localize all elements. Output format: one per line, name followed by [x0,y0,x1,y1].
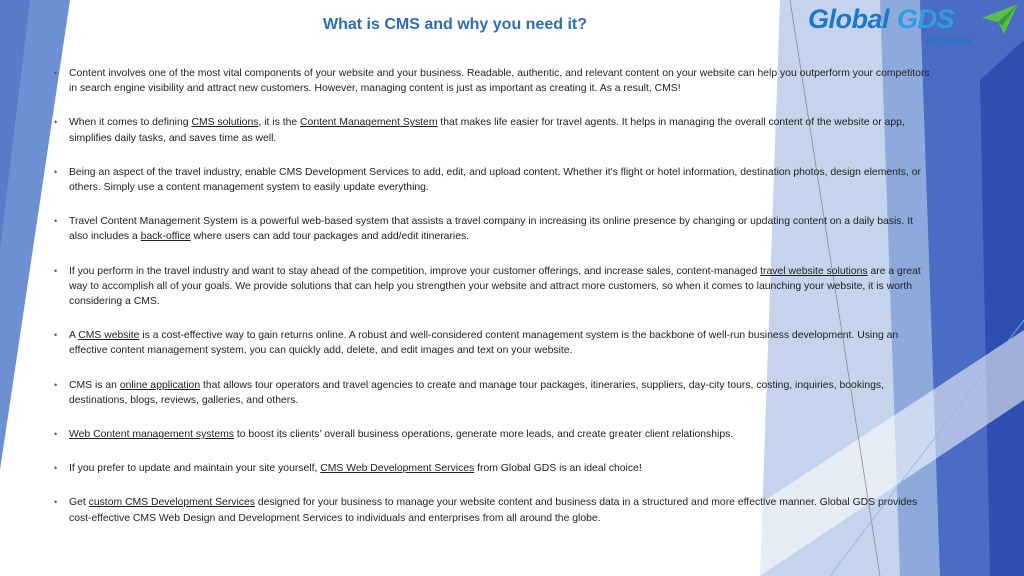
bullet-text: from Global GDS is an ideal choice! [474,463,642,475]
bullet-text: where users can add tour packages and add/edit itineraries. [190,231,470,243]
bullet-item [52,264,932,310]
bullet-text: If you perform in the travel industry and want to stay ahead of the competition, improve your customer offerings, and increase sales, content-managed [69,265,761,277]
bullet-text: that allows tour operators and travel agencies to create and manage tour packages, itineraries, suppliers, day-city tours, costing, inquiries, bookings, destinations, blogs, reviews, galleries, and others. [69,379,884,406]
bullet-marker: • [54,429,58,440]
bullet-text: that makes life easier for travel agents. It helps in managing the overall content of the website or app, simplifies daily tasks, and saves time as well. [69,117,905,144]
slide-title: What is CMS and why you need it? [322,16,587,33]
bullet-marker: • [54,330,58,341]
bullet-item [52,328,932,358]
bullet-item [52,378,932,408]
bullet-marker: • [54,117,58,128]
bullet-text: designed for your business to manage your website content and business data in a structured and more effective manner. Global GDS provides cost-effective CMS Web Design and Development Services to individuals and enterprises from all around the globe. [69,497,918,524]
bullet-text: A [69,330,79,342]
inline-link[interactable]: custom CMS Development Services [88,497,255,509]
inline-link[interactable]: Content Management System [300,117,438,129]
brand-primary: Global [808,4,890,34]
bullet-text: Content involves one of the most vital components of your website and your business. Readable, authentic, and relevant content on your website can help you outperform your competitors in search engine visibility and attract new customers. However, managing content is just as important as creating it. As a result, CMS! [69,68,930,95]
brand-secondary: GDS [897,4,955,34]
bullet-marker: • [54,265,58,276]
bullet-text: CMS is an [69,379,120,391]
brand-tagline: by trawex [926,36,973,47]
bullet-text: are a great way to accomplish all of your goals. We provide solutions that can help you strengthen your website and attract more customers, so when it comes to launching your website, it is worth considering a CMS. [69,265,921,308]
bullet-text: Get [69,497,89,509]
bullet-marker: • [54,379,58,390]
bullet-item [52,165,932,195]
bullet-marker: • [54,497,58,508]
brand-wordmark [808,4,954,35]
bullet-text: When it comes to defining [69,117,192,129]
inline-link[interactable]: online application [119,379,201,391]
bullet-item [52,115,932,145]
bullet-marker: • [54,216,58,227]
bullet-text: Being an aspect of the travel industry, enable CMS Development Services to add, edit, and upload content. Whether it's flight or hotel information, destination photos, design elements, or others. Simply use a content management system to easily update everything. [69,166,922,194]
bullet-marker: • [54,166,58,177]
brand-logo [806,2,1020,50]
bullet-item [52,214,932,244]
bullet-text: Travel Content Management System is a powerful web-based system that assists a travel company in increasing its online presence by changing or updating content on a daily basis. It also includes a [69,216,914,243]
inline-link[interactable]: CMS solutions [191,117,259,129]
bullet-marker: • [54,68,58,78]
paper-plane-icon [982,4,1018,34]
bullet-item [52,66,932,96]
bullet-text: If you prefer to update and maintain your site yourself, [69,463,321,475]
bullet-item [52,461,932,476]
bullet-list [52,66,932,526]
inline-link[interactable]: back-office [140,231,191,243]
inline-link[interactable]: travel website solutions [760,265,868,277]
bullet-text: to boost its clients’ overall business operations, generate more leads, and create greater client relationships. [233,429,734,441]
bullet-marker: • [54,463,58,474]
bullet-item [52,427,932,442]
bullet-text: is a cost-effective way to gain returns online. A robust and well-considered content management system is the backbone of well-run business development. Using an effective content management system, you can quickly add, delete, and edit images and text on your website. [69,330,899,357]
bullet-item [52,495,932,525]
inline-link[interactable]: Web Content management systems [69,429,234,441]
inline-link[interactable]: CMS Web Development Services [320,463,475,475]
inline-link[interactable]: CMS website [78,330,140,342]
bullet-text: , it is the [258,117,301,129]
